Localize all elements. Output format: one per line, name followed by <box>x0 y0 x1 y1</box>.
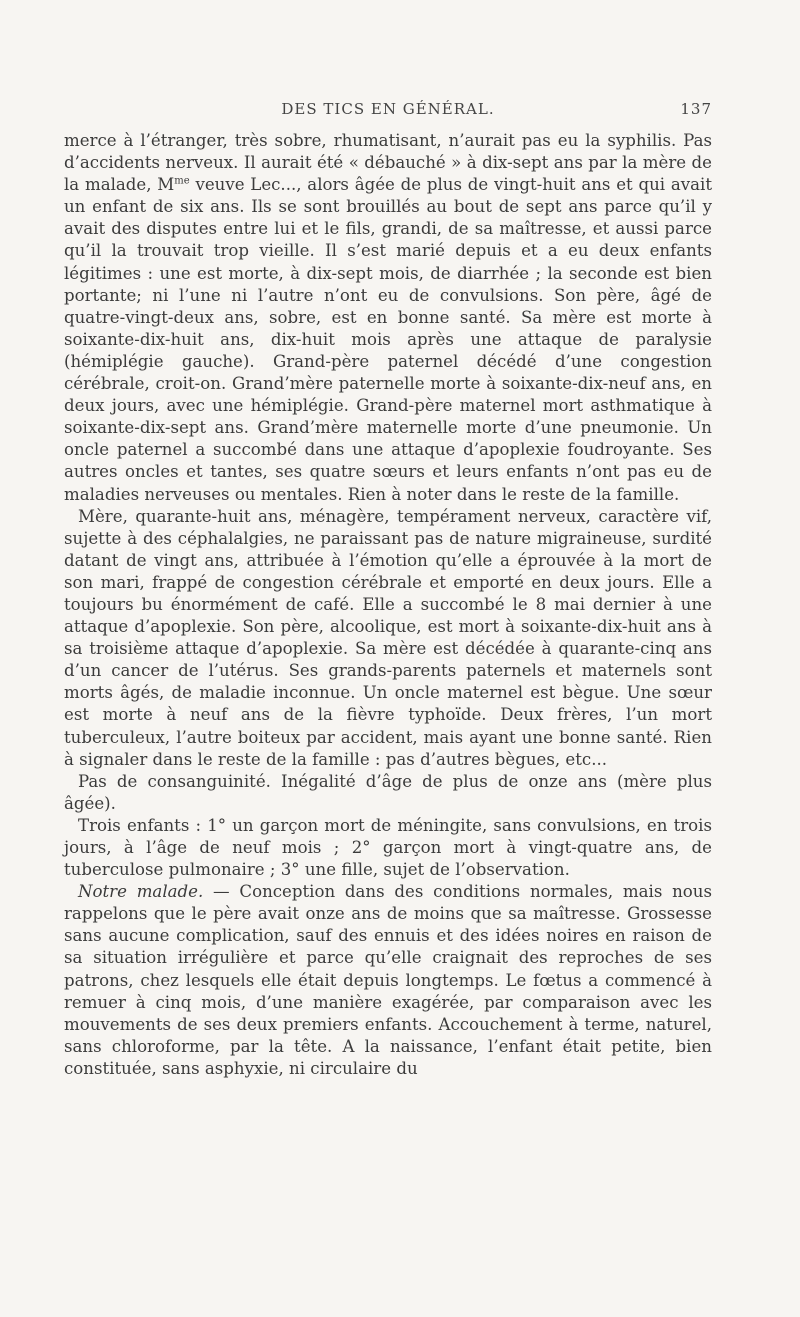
running-head <box>64 100 712 122</box>
section-label: Notre malade. <box>78 882 204 902</box>
paragraph-mother-family: Mère, quarante-huit ans, ménagère, tempérament nerveux, caractère vif, sujette à des céphalalgies, ne paraissant pas de nature migraineuse, surdité datant de vingt ans, attribuée à l’émotion qu’elle a éprouvée à la mort de son mari, frappé de congestion cérébrale et emporté en deux jours. Elle a toujours bu énormément de café. Elle a succombé le 8 mai dernier à une attaque d’apoplexie. Son père, alcoolique, est mort à soixante-dix-huit ans à sa troisième attaque d’apoplexie. Sa mère est décédée à quarante-cinq ans d’un cancer de l’utérus. Ses grands-parents paternels et maternels sont morts âgés, de maladie inconnue. Un oncle maternel est bègue. Une sœur est morte à neuf ans de la fièvre typhoïde. Deux frères, l’un mort tuberculeux, l’autre boiteux par accident, mais ayant une bonne santé. Rien à signaler dans le reste de la famille : pas d’autres bègues, etc... <box>64 506 712 769</box>
running-title: DES TICS EN GÉNÉRAL. <box>281 100 495 118</box>
paragraph-consanguinity: Pas de consanguinité. Inégalité d’âge de plus de onze ans (mère plus âgée). <box>64 771 712 813</box>
paragraph-patient <box>64 881 712 1080</box>
book-page <box>64 100 712 1080</box>
paragraph-text: merce à l’étranger, très sobre, rhumatisant, n’aurait pas eu la syphilis. Pas d’accidents nerveux. Il aurait été « débauché » à dix-sept ans par la mère de la malade, M <box>64 131 712 195</box>
paragraph-father-family <box>64 130 712 506</box>
paragraph-text: veuve Lec..., alors âgée de plus de vingt-huit ans et qui avait un enfant de six ans. Ils se sont brouillés au bout de sept ans parce qu’il y avait des disputes entre lui et le fils, grandi, de sa maîtresse, et aussi parce qu’il la trouvait trop vieille. Il s’est marié depuis et a eu deux enfants légitimes : une est morte, à dix-sept mois, de diarrhée ; la seconde est bien portante; ni l’une ni l’autre n’ont eu de convulsions. Son père, âgé de quatre-vingt-deux ans, sobre, est en bonne santé. Sa mère est morte à soixante-dix-huit ans, dix-huit mois après une attaque de paralysie (hémiplégie gauche). Grand-père paternel décédé d’une congestion cérébrale, croit-on. Grand’mère paternelle morte à soixante-dix-neuf ans, en deux jours, avec une hémiplégie. Grand-père maternel mort asthmatique à soixante-dix-sept ans. Grand’mère maternelle morte d’une pneumonie. Un oncle paternel a succombé dans une attaque d’apoplexie foudroyante. Ses autres oncles et tantes, ses quatre sœurs et leurs enfants n’ont pas eu de maladies nerveuses ou mentales. Rien à noter dans le reste de la famille. <box>64 175 712 504</box>
page-number: 137 <box>680 100 712 118</box>
superscript-abbrev: me <box>174 175 190 187</box>
paragraph-text: — Conception dans des conditions normales, mais nous rappelons que le père avait onze ans de moins que sa maîtresse. Grossesse sans aucune complication, sauf des ennuis et des idées noires en raison de sa situation irrégulière et parce qu’elle craignait des reproches de ses patrons, chez lesquels elle était depuis longtemps. Le fœtus a commencé à remuer à cinq mois, d’une manière exagérée, par comparaison avec les mouvements de ses deux premiers enfants. Accouchement à terme, naturel, sans chloroforme, par la tête. A la naissance, l’enfant était petite, bien constituée, sans asphyxie, ni circulaire du <box>64 882 712 1078</box>
paragraph-children: Trois enfants : 1° un garçon mort de méningite, sans convulsions, en trois jours, à l’âge de neuf mois ; 2° garçon mort à vingt-quatre ans, de tuberculose pulmonaire ; 3° une fille, sujet de l’observation. <box>64 815 712 880</box>
